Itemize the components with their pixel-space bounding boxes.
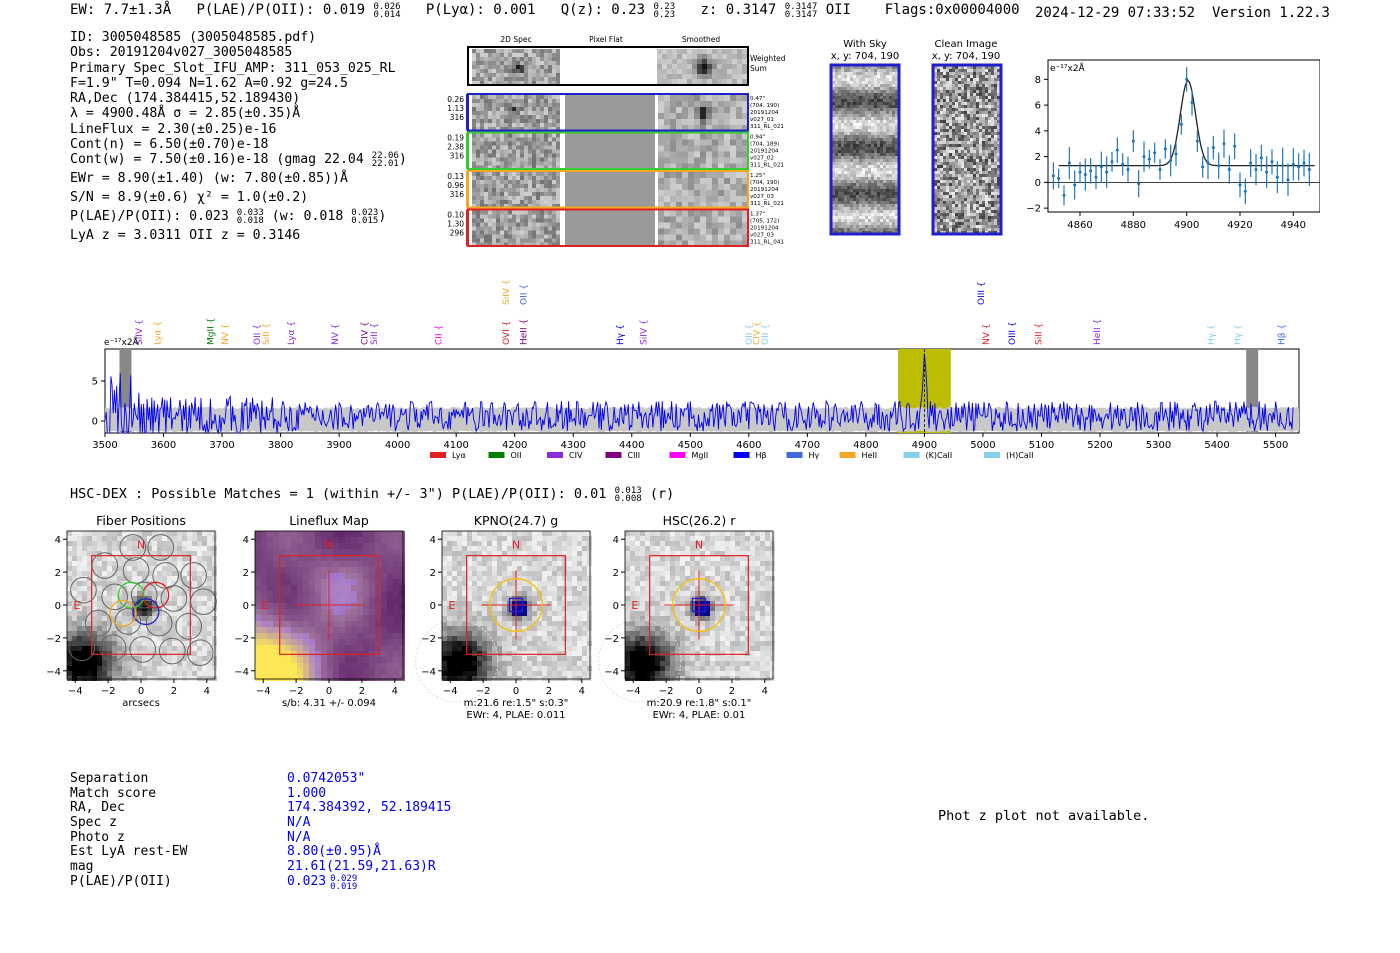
- with-sky-xy: x, y: 704, 190: [830, 51, 900, 62]
- east-label: E: [631, 599, 639, 612]
- match-value: N/A: [287, 829, 311, 845]
- full-spectrum-chart: [70, 275, 1315, 465]
- spectrum-xtick-label: 5100: [1028, 440, 1055, 451]
- zoom-ylabel: e⁻¹⁷x2Å: [1050, 64, 1085, 74]
- col-smoothed: Smoothed: [681, 35, 721, 44]
- row-meta-0-1: (704, 190): [750, 103, 780, 109]
- match-value: 0.023: [287, 873, 327, 889]
- info-plae-lo: 0.018: [236, 216, 264, 227]
- stamp-xtick-label: 2: [728, 686, 736, 697]
- legend-swatch: [489, 452, 505, 458]
- row-val-0-1: 1.13: [447, 104, 464, 113]
- legend-swatch: [734, 452, 750, 458]
- stamp-3: [599, 513, 775, 721]
- ew-value: EW: 7.7±1.3Å: [70, 2, 172, 18]
- stamp-xtick-label: −2: [475, 686, 491, 697]
- east-label: E: [261, 599, 269, 612]
- row-sep-0: [562, 95, 565, 130]
- north-label: N: [694, 538, 704, 552]
- z-lo: 0.3147: [784, 10, 818, 20]
- stamp-xtick-label: −2: [658, 686, 674, 697]
- row-val-1-0: 0.19: [447, 133, 464, 143]
- emission-line-label: HeII {: [519, 318, 530, 345]
- legend-swatch: [984, 452, 1000, 458]
- row-meta-3-2: 20191204: [750, 225, 779, 232]
- emission-line-label: MgII {: [206, 317, 217, 345]
- row-val-2-1: 0.96: [447, 181, 464, 190]
- with-sky-image: [832, 66, 898, 234]
- row-val-0-2: 316: [449, 113, 464, 122]
- match-plae-hi: 0.029: [330, 873, 358, 884]
- stamp-title: KPNO(24.7) g: [473, 513, 559, 528]
- stamp-ytick-label: 0: [54, 601, 61, 612]
- spectrum-xtick-label: 5400: [1204, 440, 1230, 451]
- spectrum-xtick-label: 3900: [326, 440, 352, 451]
- match-key: P(LAE)/P(OII): [70, 873, 172, 889]
- zoom-ytick-label: 4: [1034, 126, 1041, 138]
- spectrum-xtick-label: 4200: [501, 440, 528, 451]
- plae-value: P(LAE)/P(OII): 0.019: [196, 2, 366, 18]
- stamp-caption-2: EWr: 4, PLAE: 0.011: [466, 710, 566, 721]
- stamp-ytick-label: 2: [429, 568, 436, 580]
- z-line: OII: [825, 2, 851, 18]
- match-plae-range: [330, 875, 357, 890]
- spectrum-ytick-label: 0: [91, 416, 98, 428]
- emission-line-label: NV {: [220, 323, 231, 345]
- stamp-xtick-label: 4: [761, 686, 768, 697]
- version: Version 1.22.3: [1211, 5, 1330, 21]
- zoom-xtick-label: 4860: [1067, 220, 1093, 231]
- row-2d-1: [472, 134, 560, 170]
- info-obs: Obs: 20191204v027_3005048585: [70, 45, 293, 61]
- emission-line-label: CIV {: [360, 321, 371, 345]
- spectrum-xtick-label: 3500: [92, 440, 118, 451]
- z-value: z: 0.3147: [700, 2, 777, 18]
- zoom-ytick-label: 8: [1034, 74, 1041, 86]
- stamp-ytick-label: 2: [54, 568, 61, 580]
- with-sky-title: With Sky: [843, 39, 887, 50]
- row-sep-3: [562, 211, 565, 246]
- emission-line-label: SiII {: [370, 322, 381, 345]
- spectrum-xtick-label: 4400: [619, 440, 645, 451]
- north-label: N: [136, 538, 146, 552]
- stamp-ytick-label: 2: [612, 568, 619, 580]
- match-key: mag: [70, 859, 94, 875]
- row-val-3-0: 0.10: [447, 210, 464, 220]
- plya-value: P(Lyα): 0.001: [425, 2, 536, 18]
- row-val-0-0: 0.26: [447, 95, 464, 104]
- emission-line-label: Hγ {: [616, 324, 627, 345]
- row-flat-2: [565, 172, 655, 207]
- north-label: N: [324, 538, 334, 552]
- stamp-xtick-label: −4: [255, 686, 271, 697]
- info-plae-w-lo: 0.015: [351, 216, 379, 227]
- timestamp-version: [1035, 5, 1330, 21]
- legend-label: CIII: [627, 451, 641, 460]
- emission-line-label: Hγ {: [1207, 324, 1218, 345]
- stamp-ytick-label: −4: [46, 666, 61, 678]
- stamp-xtick-label: −2: [100, 686, 116, 697]
- row-meta-1-3: v027_02: [750, 155, 774, 162]
- stamp-xtick-label: 4: [203, 686, 210, 697]
- contw-lo: 22.01: [371, 159, 399, 170]
- stamp-0: [46, 513, 217, 709]
- row-2d-0: [472, 95, 560, 131]
- stamp-xtick-label: 0: [137, 686, 145, 697]
- stamp-ytick-label: 4: [54, 535, 61, 547]
- match-value: 0.0742053": [287, 771, 366, 786]
- info-plae-w-hi: 0.023: [351, 208, 379, 219]
- row-meta-2-2: 20191204: [750, 187, 779, 193]
- zoom-xtick-label: 4900: [1173, 220, 1200, 231]
- stamp-title: Fiber Positions: [96, 513, 186, 528]
- stamp-ytick-label: 0: [429, 601, 436, 612]
- stamp-ytick-label: −2: [234, 633, 249, 645]
- match-row: [70, 860, 451, 875]
- row-tab-1: [466, 133, 469, 170]
- match-row: [70, 772, 451, 787]
- emission-line-label: NV {: [981, 323, 992, 345]
- row-sep2-0: [655, 95, 658, 130]
- info-contn: Cont(n) = 6.50(±0.70)e-18: [70, 137, 269, 153]
- row-meta-1-1: (704, 189): [750, 141, 780, 148]
- row-sep-2: [562, 172, 565, 207]
- spectrum-xtick-label: 5200: [1087, 440, 1113, 451]
- legend-swatch: [904, 452, 920, 458]
- image-stamps: [40, 510, 800, 725]
- match-value: 21.61(21.59,21.63)R: [287, 859, 436, 875]
- stamp-ytick-label: −4: [604, 666, 619, 678]
- emission-line-label: SiII {: [1034, 322, 1045, 345]
- match-value: 174.384392, 52.189415: [287, 800, 452, 816]
- plae-hi: 0.026: [373, 2, 401, 12]
- emission-line-label: Lyα {: [153, 320, 164, 345]
- emission-line-label: SiIV {: [134, 319, 145, 345]
- row-meta-0-0: 0.47": [750, 96, 766, 102]
- row-sep2-3: [655, 211, 658, 246]
- col-pixel-flat: Pixel Flat: [589, 35, 623, 44]
- hsc-dex-line: [70, 486, 674, 503]
- stamp-xtick-label: 4: [578, 686, 585, 697]
- emission-line-label: HeII {: [1093, 318, 1104, 345]
- spectrum-xtick-label: 3600: [150, 440, 177, 451]
- emission-line-label: Hβ {: [1277, 323, 1288, 345]
- row-smooth-2: [658, 172, 748, 208]
- stamp-ytick-label: 4: [242, 535, 249, 547]
- stamp-title: Lineflux Map: [289, 513, 369, 528]
- sky-panels: [815, 35, 1015, 240]
- row-meta-2-0: 1.25": [750, 173, 766, 179]
- row-flat-1: [565, 134, 655, 169]
- row-meta-0-2: 20191204: [750, 110, 779, 116]
- row-2d-3: [472, 211, 560, 247]
- info-plae-hi: 0.033: [236, 208, 264, 219]
- row-smooth-3: [658, 211, 748, 247]
- legend-label: OII: [510, 451, 522, 460]
- east-label: E: [448, 599, 456, 612]
- spectrum-xtick-label: 5300: [1145, 440, 1172, 451]
- row-meta-1-2: 20191204: [750, 148, 779, 155]
- stamp-xtick-label: −4: [442, 686, 458, 697]
- stamp-ytick-label: −4: [421, 666, 436, 678]
- stamp-caption: m:21.6 re:1.5" s:0.3": [463, 698, 569, 709]
- row-val-1-2: 316: [449, 151, 464, 161]
- col-2d-spec: 2D Spec: [500, 35, 532, 44]
- stamp-ytick-label: 2: [242, 568, 249, 580]
- emission-line-label: OII {: [761, 324, 772, 345]
- row-meta-0-3: v027_01: [750, 117, 774, 123]
- stamp-ytick-label: 0: [242, 601, 249, 612]
- legend-swatch: [787, 452, 803, 458]
- spectrum-xtick-label: 4300: [560, 440, 586, 451]
- spectra-cutouts: [440, 30, 800, 255]
- photz-message: Phot z plot not available.: [938, 808, 1150, 824]
- stamp-xtick-label: −4: [67, 686, 83, 697]
- spectrum-xtick-label: 5000: [970, 440, 996, 451]
- stamp-xtick-label: −2: [288, 686, 304, 697]
- weighted-label-2: Sum: [750, 64, 767, 73]
- row-val-3-2: 296: [449, 228, 464, 238]
- cutout-rows: [447, 47, 785, 247]
- stamp-ytick-label: −2: [46, 633, 61, 645]
- match-row: [70, 801, 451, 816]
- spectrum-xtick-label: 4900: [911, 440, 938, 451]
- stamp-ytick-label: −4: [234, 666, 249, 678]
- row-meta-1-0: 0.94": [750, 134, 766, 141]
- emission-line-label: Hγ {: [1233, 324, 1244, 345]
- info-plae-w: (w: 0.018: [271, 209, 344, 225]
- north-label: N: [511, 538, 521, 552]
- match-row: [70, 831, 451, 846]
- zoom-ytick-label: 6: [1034, 100, 1041, 112]
- row-meta-2-3: v027_03: [750, 194, 774, 200]
- row-meta-2-4: 311_RL_021: [750, 201, 784, 207]
- hsc-tail: (r): [649, 486, 675, 502]
- row-meta-2-1: (704, 190): [750, 180, 780, 186]
- info-id: ID: 3005048585 (3005048585.pdf): [70, 30, 317, 45]
- clean-xy: x, y: 704, 190: [931, 51, 1001, 62]
- stamp-caption-2: EWr: 4, PLAE: 0.01: [652, 710, 746, 721]
- stamp-caption: arcsecs: [122, 698, 160, 709]
- spectrum-ylabel: e⁻¹⁷x2Å: [104, 338, 139, 348]
- legend-label: (H)CaII: [1006, 451, 1034, 460]
- stamp-xtick-label: 0: [325, 686, 333, 697]
- stamp-1: [234, 513, 405, 709]
- spectrum-xtick-label: 5500: [1262, 440, 1289, 451]
- row-val-2-2: 316: [449, 190, 464, 199]
- match-value: N/A: [287, 815, 311, 831]
- info-sn: S/N = 8.9(±0.6) χ² = 1.0(±0.2): [70, 190, 309, 206]
- emission-line-label-high: SiIV {: [501, 279, 512, 305]
- row-meta-3-3: v027_03: [750, 232, 774, 239]
- stamp-ytick-label: −2: [604, 633, 619, 645]
- stamp-ytick-label: 0: [612, 601, 619, 612]
- stamp-xtick-label: −4: [625, 686, 641, 697]
- zoom-ytick-label: −2: [1026, 203, 1041, 215]
- legend-label: Lyα: [452, 451, 466, 460]
- stamp-2: [416, 513, 592, 721]
- emission-line-label: Lyα {: [287, 320, 298, 345]
- stamp-xtick-label: 2: [358, 686, 366, 697]
- hsc-lo: 0.008: [614, 494, 642, 504]
- emission-line-label: NV {: [331, 323, 342, 345]
- match-key: Photo z: [70, 829, 125, 845]
- match-row: [70, 816, 451, 831]
- legend-swatch: [670, 452, 686, 458]
- row-meta-0-4: 311_RL_021: [750, 124, 784, 130]
- row-val-1-1: 2.38: [447, 142, 464, 152]
- row-sep-1: [562, 134, 565, 169]
- plae-lo: 0.014: [373, 10, 401, 20]
- row-meta-3-0: 1.37": [750, 211, 766, 218]
- row-tab-2: [466, 171, 469, 208]
- zoom-xtick-label: 4940: [1280, 220, 1307, 231]
- spectrum-xtick-label: 4500: [677, 440, 704, 451]
- match-key: Est LyA rest-EW: [70, 844, 188, 860]
- emission-line-label: OVI {: [501, 320, 512, 345]
- qz-lo: 0.23: [653, 10, 676, 20]
- detection-info: ID: 3005048585 (3005048585.pdf) Obs: 20191204v027_3005048585 Primary Spec_Slot_IFU_AMP: 311_053_025_RL F=1.9" T=0.094 N=1.62 A=0.92 g=24.5 RA,Dec (174.384415,52.189430) λ = 4900.48Å σ = 2.85(±0.35)Å LineFlux = 2.30(±0.25)e-16 Cont(n) = 6.50(±0.70)e-18 Cont(w) = 7.50(±0.16)e-18 (gmag 22.04 22.06 22.01) EWr = 8.90(±1.40) (w: 7.80(±0.85))Å S/N = 8.9(±0.6) χ² = 1.0(±0.2) P(LAE)/P(OII): 0.023 0.033 0.018 (w: 0.018 0.023 0.015) LyA z = 3.0311 OII z = 0.3146: [70, 30, 407, 244]
- hsc-text: HSC-DEX : Possible Matches = 1 (within +/- 3") P(LAE)/P(OII): 0.01: [70, 486, 607, 502]
- spectrum-xtick-label: 4700: [794, 440, 821, 451]
- stamp-xtick-label: 4: [391, 686, 398, 697]
- zoom-frame: [1048, 60, 1320, 212]
- info-primary: Primary Spec_Slot_IFU_AMP: 311_053_025_RL: [70, 60, 396, 76]
- stamp-xtick-label: 0: [695, 686, 703, 697]
- stamp-caption: m:20.9 re:1.8" s:0.1": [646, 698, 752, 709]
- row-flat-0: [565, 95, 655, 130]
- timestamp: 2024-12-29 07:33:52: [1034, 5, 1196, 21]
- legend-label: Hβ: [755, 451, 767, 460]
- row-val-3-1: 1.30: [447, 219, 464, 229]
- clean-title: Clean Image: [934, 39, 998, 50]
- row-sep2-1: [655, 134, 658, 169]
- info-lambda: λ = 4900.48Å σ = 2.85(±0.35)Å: [70, 106, 301, 122]
- flags-value: Flags:0x00004000: [884, 2, 1020, 18]
- row-meta-1-4: 311_RL_021: [750, 162, 784, 169]
- legend-label: Hγ: [808, 451, 820, 460]
- stamp-caption: s/b: 4.31 +/- 0.094: [281, 698, 377, 709]
- match-row: [70, 875, 451, 890]
- spectrum-xtick-label: 4800: [853, 440, 879, 451]
- match-key: Spec z: [70, 815, 117, 831]
- spectrum-xtick-label: 4000: [384, 440, 411, 451]
- info-plae: P(LAE)/P(OII): 0.023: [70, 209, 229, 225]
- hsc-hi: 0.013: [614, 486, 642, 496]
- legend-swatch: [840, 452, 856, 458]
- emission-line-label: CII {: [434, 324, 445, 345]
- emission-line-label: OII {: [253, 324, 264, 345]
- legend-label: (K)CaII: [925, 451, 953, 460]
- clean-image: [934, 66, 1000, 234]
- east-label: E: [73, 599, 81, 612]
- match-table: [70, 772, 451, 890]
- stamp-ytick-label: 4: [429, 535, 436, 547]
- spectrum-xtick-label: 4100: [443, 440, 469, 451]
- spectrum-xtick-label: 4600: [736, 440, 762, 451]
- zoom-xtick-label: 4920: [1227, 220, 1253, 231]
- match-key: Match score: [70, 785, 157, 801]
- spectrum-ytick-label: 5: [91, 376, 98, 388]
- row-2d-2: [472, 172, 560, 208]
- legend-swatch: [430, 452, 446, 458]
- match-key: Separation: [70, 771, 149, 786]
- row-smooth-0: [658, 95, 748, 131]
- emission-line-label: OII {: [744, 324, 755, 345]
- row-meta-3-1: (705, 172): [750, 218, 780, 225]
- row-sep2-2: [655, 172, 658, 207]
- info-contw: Cont(w) = 7.50(±0.16)e-18 (gmag 22.04: [70, 152, 364, 168]
- qz-hi: 0.23: [653, 2, 676, 12]
- stamp-xtick-label: 2: [545, 686, 553, 697]
- row-tab-3: [466, 210, 469, 247]
- row-meta-3-4: 311_RL_041: [750, 239, 784, 246]
- stamp-title: HSC(26.2) r: [662, 513, 736, 528]
- info-lyaz: LyA z = 3.0311 OII z = 0.3146: [70, 228, 301, 244]
- emission-line-label-high: OIII {: [977, 281, 988, 305]
- stamp-xtick-label: 2: [170, 686, 178, 697]
- line-fit-chart: [1020, 55, 1320, 235]
- weighted-smooth: [657, 49, 747, 84]
- legend-label: CIV: [569, 451, 583, 460]
- match-plae-lo: 0.019: [330, 881, 358, 892]
- row-tab-0: [466, 94, 469, 131]
- legend-swatch: [547, 452, 563, 458]
- emission-line-label: SiII {: [261, 322, 272, 345]
- legend-label: MgII: [691, 451, 709, 460]
- info-ewr: EWr = 8.90(±1.40) (w: 7.80(±0.85))Å: [70, 171, 348, 187]
- row-val-2-0: 0.13: [447, 172, 464, 181]
- emission-line-label: OIII {: [1008, 321, 1019, 345]
- weighted-2d: [472, 49, 560, 85]
- row-smooth-1: [658, 134, 748, 170]
- weighted-label: Weighted: [750, 54, 786, 63]
- summary-line: [70, 2, 1020, 19]
- contw-hi: 22.06: [371, 151, 399, 162]
- info-fwhm: F=1.9" T=0.094 N=1.62 A=0.92 g=24.5: [70, 75, 348, 91]
- spectrum-xtick-label: 3700: [209, 440, 235, 451]
- zoom-ytick-label: 0: [1034, 177, 1041, 189]
- legend-swatch: [606, 452, 622, 458]
- match-row: [70, 787, 451, 802]
- stamp-ytick-label: 4: [612, 535, 619, 547]
- qz-value: Q(z): 0.23: [560, 2, 646, 18]
- emission-line-label: CIV {: [752, 321, 763, 345]
- info-radec: RA,Dec (174.384415,52.189430): [70, 91, 301, 107]
- zoom-ytick-label: 2: [1034, 152, 1041, 164]
- zoom-xtick-label: 4880: [1120, 220, 1147, 231]
- stamp-xtick-label: 0: [512, 686, 520, 697]
- match-value: 8.80(±0.95)Å: [287, 844, 381, 860]
- z-hi: 0.3147: [784, 2, 818, 12]
- match-value: 1.000: [287, 785, 327, 801]
- emission-line-label: SiIV {: [639, 319, 650, 345]
- emission-line-label-high: OII {: [519, 284, 530, 305]
- row-flat-3: [565, 211, 655, 246]
- match-row: [70, 845, 451, 860]
- legend-label: HeII: [861, 451, 878, 460]
- info-lineflux: LineFlux = 2.30(±0.25)e-16: [70, 121, 277, 137]
- stamp-ytick-label: −2: [421, 633, 436, 645]
- spectrum-xtick-label: 3800: [267, 440, 294, 451]
- match-key: RA, Dec: [70, 800, 125, 816]
